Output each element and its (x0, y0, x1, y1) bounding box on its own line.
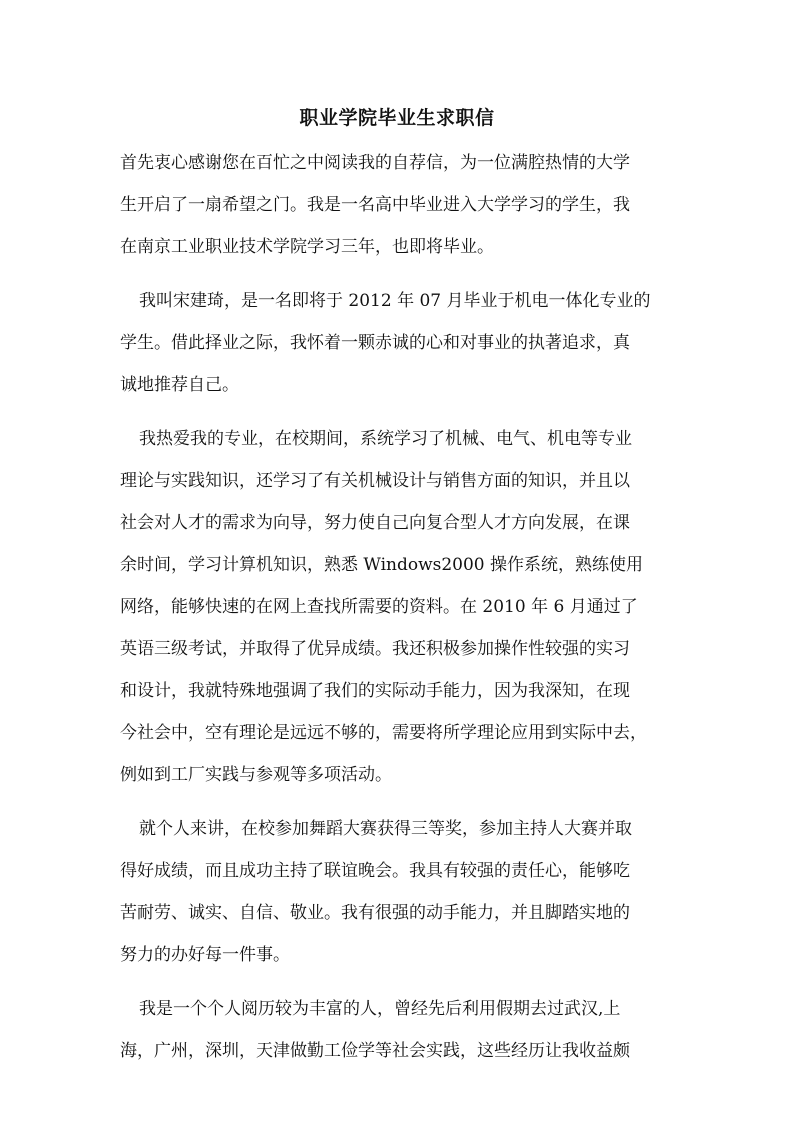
text-line: 我热爱我的专业，在校期间，系统学习了机械、电气、机电等专业 (139, 429, 632, 449)
text-line: 学生。借此择业之际，我怀着一颗赤诚的心和对事业的执著追求，真 (120, 333, 630, 353)
document-title: 职业学院毕业生求职信 (299, 107, 495, 129)
text-line: 英语三级考试，并取得了优异成绩。我还积极参加操作性较强的实习 (120, 639, 630, 659)
text-line: 苦耐劳、诚实、自信、敬业。我有很强的动手能力，并且脚踏实地的 (120, 903, 630, 923)
text-line: 生开启了一扇希望之门。我是一名高中毕业进入大学学习的学生，我 (120, 195, 630, 215)
paragraph-gap (120, 796, 675, 808)
text-line: 就个人来讲，在校参加舞蹈大赛获得三等奖，参加主持人大赛并取 (139, 819, 632, 839)
text-line: 在南京工业职业技术学院学习三年，也即将毕业。 (120, 237, 494, 257)
text-line: 努力的办好每一件事。 (120, 945, 290, 965)
paragraph-gap (120, 976, 675, 988)
paragraph-gap (120, 406, 675, 418)
text-line: 我是一个个人阅历较为丰富的人，曾经先后利用假期去过武汉,上 (139, 999, 621, 1019)
text-line: 得好成绩，而且成功主持了联谊晚会。我具有较强的责任心，能够吃 (120, 861, 630, 881)
text-line: 首先衷心感谢您在百忙之中阅读我的自荐信，为一位满腔热情的大学 (120, 153, 630, 173)
text-line: 海，广州，深圳，天津做勤工俭学等社会实践，这些经历让我收益颇 (120, 1041, 630, 1061)
text-line: 例如到工厂实践与参观等多项活动。 (120, 765, 392, 785)
paragraph-gap (120, 268, 675, 280)
text-line: 理论与实践知识，还学习了有关机械设计与销售方面的知识，并且以 (120, 471, 630, 491)
text-line: 余时间，学习计算机知识，熟悉 Windows2000 操作系统，熟练使用 (120, 555, 644, 575)
text-line: 诚地推荐自己。 (120, 375, 239, 395)
letter-body (120, 142, 675, 1072)
text-line: 和设计，我就特殊地强调了我们的实际动手能力，因为我深知，在现 (120, 681, 630, 701)
text-line: 社会对人才的需求为向导，努力使自己向复合型人才方向发展，在课 (120, 513, 630, 533)
text-line: 网络，能够快速的在网上查找所需要的资料。在 2010 年 6 月通过了 (120, 597, 638, 617)
text-line: 今社会中，空有理论是远远不够的，需要将所学理论应用到实际中去， (120, 723, 647, 743)
text-line: 我叫宋建琦，是一名即将于 2012 年 07 月毕业于机电一体化专业的 (139, 291, 651, 311)
